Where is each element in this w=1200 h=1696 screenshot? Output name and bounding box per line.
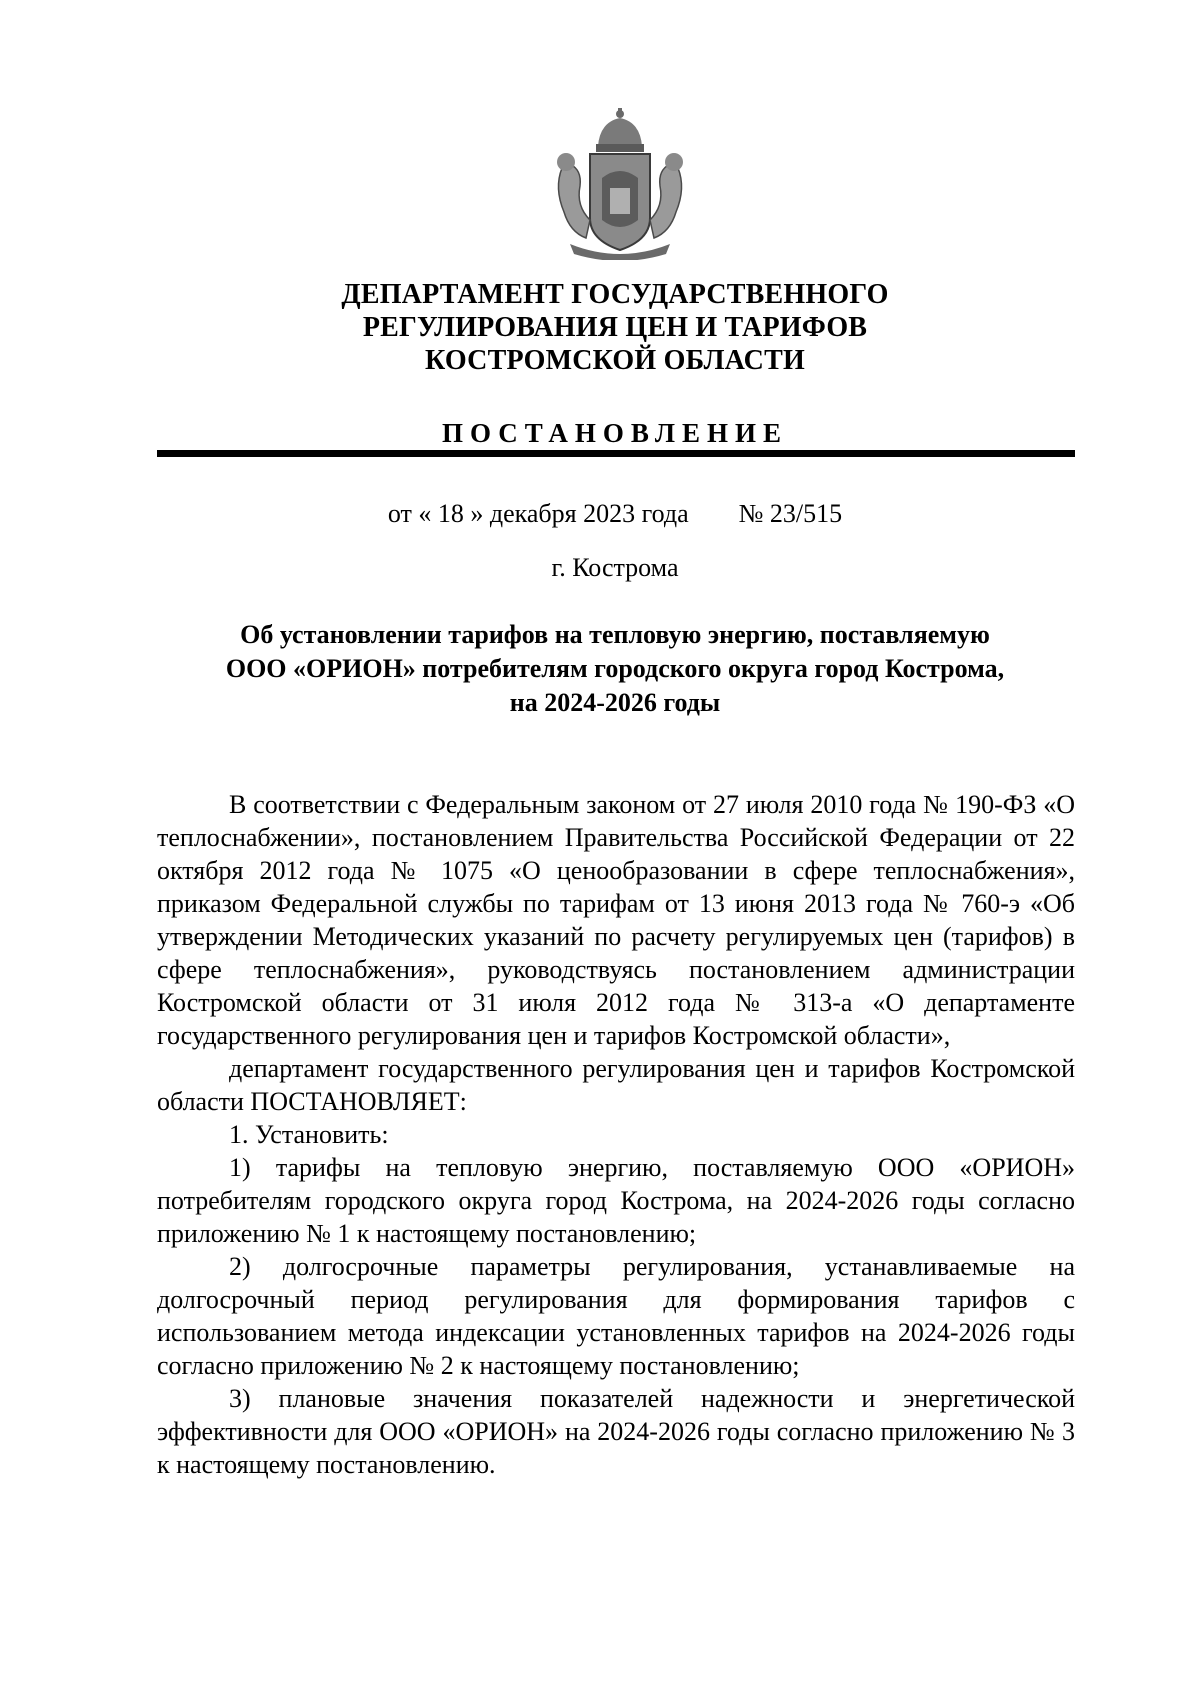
paragraph: 3) плановые значения показателей надежности и энергетической эффективности для ООО «ОРИОН» на 2024-2026 годы согласно приложению № 3 к настоящему постановлению. bbox=[157, 1384, 1075, 1479]
paragraph: В соответствии с Федеральным законом от 27 июля 2010 года № 190-ФЗ «О теплоснабжении», постановлением Правительства Российской Федерации от 22 октября 2012 года № 1075 «О ценообразовании в сфере теплоснабжения», приказом Федеральной службы по тарифам от 13 июня 2013 года № 760-э «Об утверждении Методических указаний по расчету регулируемых цен (тарифов) в сфере теплоснабжения», руководствуясь постановлением администрации Костромской области от 31 июля 2012 года № 313-а «О департаменте государственного регулирования цен и тарифов Костромской области», bbox=[157, 790, 1075, 1050]
coat-of-arms-icon bbox=[540, 108, 700, 260]
paragraph: 1. Установить: bbox=[229, 1120, 389, 1149]
department-line: ДЕПАРТАМЕНТ ГОСУДАРСТВЕННОГО bbox=[341, 279, 889, 310]
department-line: РЕГУЛИРОВАНИЯ ЦЕН И ТАРИФОВ bbox=[362, 312, 868, 343]
paragraph: департамент государственного регулирования цен и тарифов Костромской области ПОСТАНОВЛЯЕТ: bbox=[157, 1054, 1075, 1116]
department-name bbox=[150, 278, 1080, 377]
document-title bbox=[150, 618, 1080, 720]
paragraph: 2) долгосрочные параметры регулирования, устанавливаемые на долгосрочный период регулирования для формирования тарифов с использованием метода индексации установленных тарифов на 2024-2026 годы согласно приложению № 2 к настоящему постановлению; bbox=[157, 1252, 1075, 1380]
document-date: от « 18 » декабря 2023 года bbox=[387, 499, 689, 528]
document-number: № 23/515 bbox=[738, 499, 843, 528]
header-divider bbox=[157, 450, 1075, 457]
city: г. Кострома bbox=[551, 553, 679, 582]
department-line: КОСТРОМСКОЙ ОБЛАСТИ bbox=[425, 345, 805, 376]
title-line: ООО «ОРИОН» потребителям городского округа город Кострома, bbox=[225, 654, 1005, 683]
date-line bbox=[150, 498, 1080, 530]
document-body bbox=[157, 788, 1075, 1481]
title-line: Об установлении тарифов на тепловую энергию, поставляемую bbox=[240, 620, 990, 649]
document-type: ПОСТАНОВЛЕНИЕ bbox=[441, 418, 789, 448]
title-line: на 2024-2026 годы bbox=[509, 688, 721, 717]
paragraph: 1) тарифы на тепловую энергию, поставляемую ООО «ОРИОН» потребителям городского округа город Кострома, на 2024-2026 годы согласно приложению № 1 к настоящему постановлению; bbox=[157, 1153, 1075, 1248]
